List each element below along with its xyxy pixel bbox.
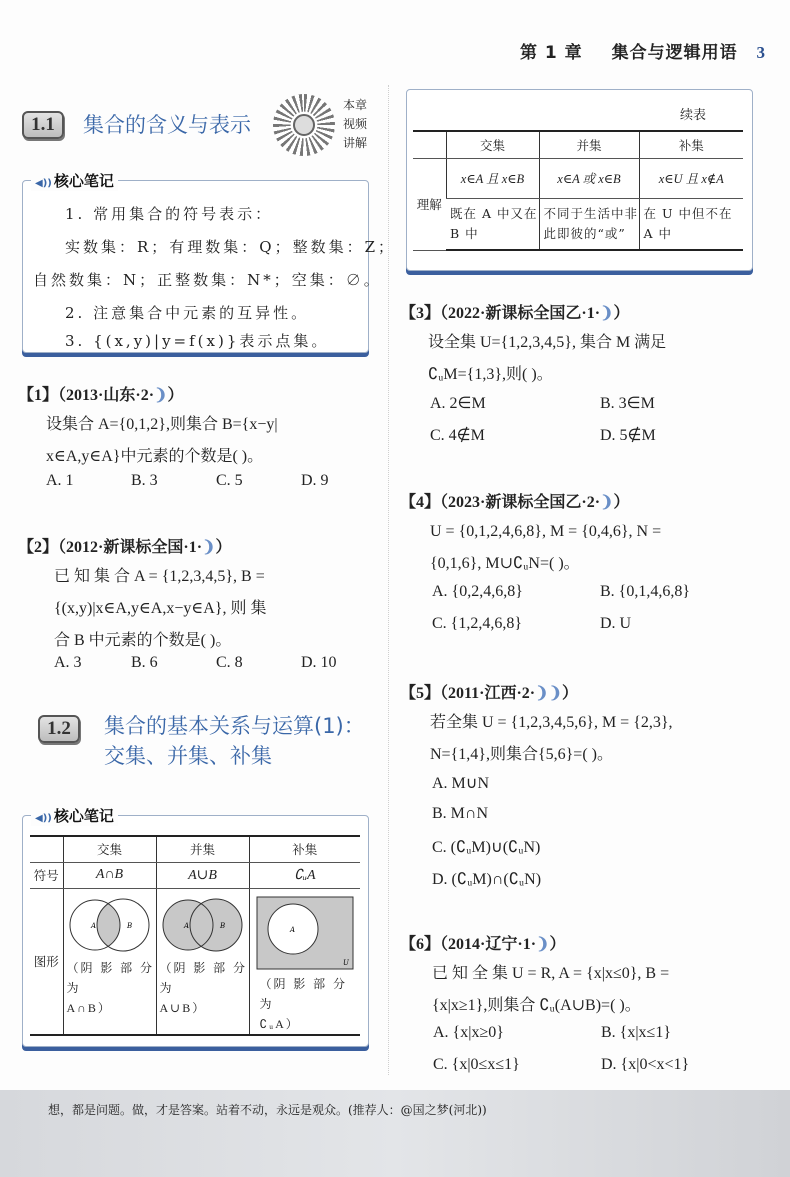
note-line: 1. 常用集合的符号表示： [65,205,274,223]
header-complement: 补集 [249,836,360,862]
understanding-intersection: x∈A 且 x∈B [446,158,539,198]
footer-quote: 想，都是问题。做，才是答案。站着不动，永远是观众。(推荐人：@国之梦(河北)) [48,1103,487,1117]
option-a[interactable]: A. M∪N [432,775,490,792]
question-text: 已 知 集 合 A = {1,2,3,4,5}, B = {(x,y)|x∈A,y∈A,x−y∈A}, 则 集 合 B 中元素的个数是( )。 [54,568,267,649]
chapter-title: 集合与逻辑用语 [611,43,738,63]
speaker-icon: ◀)) [35,813,52,824]
question-header: 【3】（2022·新课标全国乙·1·❩） [400,305,630,322]
difficulty-icon: ❩ [536,936,550,953]
section-title-1-2: 集合的基本关系与运算(1)： 交集、并集、补集 [104,714,365,768]
svg-text:U: U [342,958,349,967]
option-c[interactable]: C. 4∉M [430,427,485,444]
question-4 [400,489,661,580]
chapter-number: 第 1 章 [519,43,583,63]
question-text: 设全集 U={1,2,3,4,5}, 集合 M 满足 ∁ᵤM={1,3},则( )。 [428,334,667,383]
option-a[interactable]: A. 2∈M [430,395,486,412]
question-header: 【2】（2012·新课标全国·1·❩） [18,539,232,556]
svg-text:B: B [126,921,132,930]
explanation-intersection: 既在 A 中又在 B 中 [446,198,539,250]
question-6 [400,931,669,1022]
video-lecture-label: 本章 视频 讲解 [342,98,367,150]
question-header: 【6】（2014·辽宁·1·❩） [400,936,566,953]
question-header: 【5】（2011·江西·2·❩❩） [400,685,578,702]
symbol-union: A∪B [156,862,249,888]
question-text: 设集合 A={0,1,2},则集合 B={x−y| x∈A,y∈A}中元素的个数是( )。 [46,416,278,465]
speaker-icon: ◀)) [35,178,52,189]
svg-text:B: B [219,921,225,930]
option-c[interactable]: C. 5 [216,472,243,489]
header-intersection: 交集 [63,836,156,862]
core-notes-tag: ◀)) 核心笔记 [31,170,118,191]
option-b[interactable]: B. 3 [131,472,158,489]
difficulty-icon: ❩ [600,494,614,511]
understanding-union: x∈A 或 x∈B [539,158,639,198]
figure-union: A B （阴 影 部 分 为 A∪B） [156,888,249,1035]
header-union: 并集 [156,836,249,862]
column-divider [388,85,389,1075]
svg-text:A: A [289,925,295,934]
svg-text:A: A [90,921,96,930]
page-header [520,38,766,63]
option-a[interactable]: A. {0,2,4,6,8} [432,583,523,600]
question-5 [400,680,673,771]
option-c[interactable]: C. {1,2,4,6,8} [432,615,523,632]
option-c[interactable]: C. 8 [216,654,243,671]
question-text: 若全集 U = {1,2,3,4,5,6}, M = {2,3}, N={1,4},则集合{5,6}=( )。 [430,714,673,763]
question-3 [400,300,666,391]
note-line: 3. {(x,y)|y=f(x)}表示点集。 [65,332,330,350]
question-text: 已 知 全 集 U = R, A = {x|x≤0}, B = {x|x≥1},则集合 ∁ᵤ(A∪B)=( )。 [432,965,670,1014]
option-d[interactable]: D. U [600,615,632,632]
option-d[interactable]: D. {x|0<x<1} [601,1056,690,1073]
core-notes-tag: ◀)) 核心笔记 [31,805,118,826]
difficulty-icon: ❩ [600,305,614,322]
core-notes-box-1-2 [22,807,369,1047]
note-line: 实数集：R；有理数集：Q；整数集：Z； [65,238,397,256]
question-2 [18,534,266,657]
option-d[interactable]: D. 5∉M [600,427,656,444]
explanation-complement: 在 U 中但不在 A 中 [639,198,743,250]
difficulty-icon: ❩❩ [535,685,562,702]
set-operations-table [30,835,360,1036]
option-b[interactable]: B. M∩N [432,805,489,822]
option-b[interactable]: B. 3∈M [600,395,655,412]
option-a[interactable]: A. 1 [46,472,74,489]
continued-caption: 续表 [679,108,706,123]
symbol-complement: ∁ᵤA [249,862,360,888]
question-header: 【1】（2013·山东·2·❩） [18,387,184,404]
option-a[interactable]: A. {x|x≥0} [433,1024,504,1041]
venn-complement-diagram [255,895,355,971]
note-line: 2. 注意集合中元素的互异性。 [65,304,310,322]
section-badge-1-1: 1.1 [22,111,64,139]
venn-intersection-diagram [65,895,155,955]
option-b[interactable]: B. 6 [131,654,158,671]
section-title-1-1: 集合的含义与表示 [83,113,251,137]
option-d[interactable]: D. 9 [301,472,329,489]
option-b[interactable]: B. {0,1,4,6,8} [600,583,691,600]
option-c[interactable]: C. {x|0≤x≤1} [433,1056,520,1073]
row-label-understanding: 理解 [413,158,446,250]
option-c[interactable]: C. (∁ᵤM)∪(∁ᵤN) [432,839,541,856]
option-b[interactable]: B. {x|x≤1} [601,1024,672,1041]
section-badge-1-2: 1.2 [38,715,80,743]
continued-table: 交集 并集 补集 理解 x∈A 且 x∈B x∈A 或 x∈B x∈U 且 x∉A 既在 A 中又在 B 中 不同于生活中非 此即彼的“或” 在 U 中但不在 A 中 [413,130,743,251]
question-1 [18,382,278,473]
row-label-symbol: 符号 [30,862,63,888]
symbol-intersection: A∩B [63,862,156,888]
question-text: U = {0,1,2,4,6,8}, M = {0,4,6}, N = {0,1,6}, M∪∁ᵤN=( )。 [430,523,662,572]
option-d[interactable]: D. 10 [301,654,337,671]
continued-table-box [406,89,753,271]
figure-intersection: A B （阴 影 部 分 为 A∩B） [63,888,156,1035]
row-label-figure: 图形 [30,888,63,1035]
option-d[interactable]: D. (∁ᵤM)∩(∁ᵤN) [432,871,542,888]
question-header: 【4】（2023·新课标全国乙·2·❩） [400,494,630,511]
svg-text:A: A [183,921,189,930]
figure-complement: A U （阴 影 部 分 为 ∁ᵤA） [249,888,360,1035]
qr-code-icon[interactable] [273,94,335,156]
option-a[interactable]: A. 3 [54,654,82,671]
core-notes-box [22,172,397,353]
difficulty-icon: ❩ [154,387,168,404]
understanding-complement: x∈U 且 x∉A [639,158,743,198]
difficulty-icon: ❩ [202,539,216,556]
explanation-union: 不同于生活中非 此即彼的“或” [539,198,639,250]
note-line: 自然数集：N；正整数集：N*；空集：∅。 [33,271,382,289]
venn-union-diagram [158,895,248,955]
page-number: 3 [756,43,766,62]
